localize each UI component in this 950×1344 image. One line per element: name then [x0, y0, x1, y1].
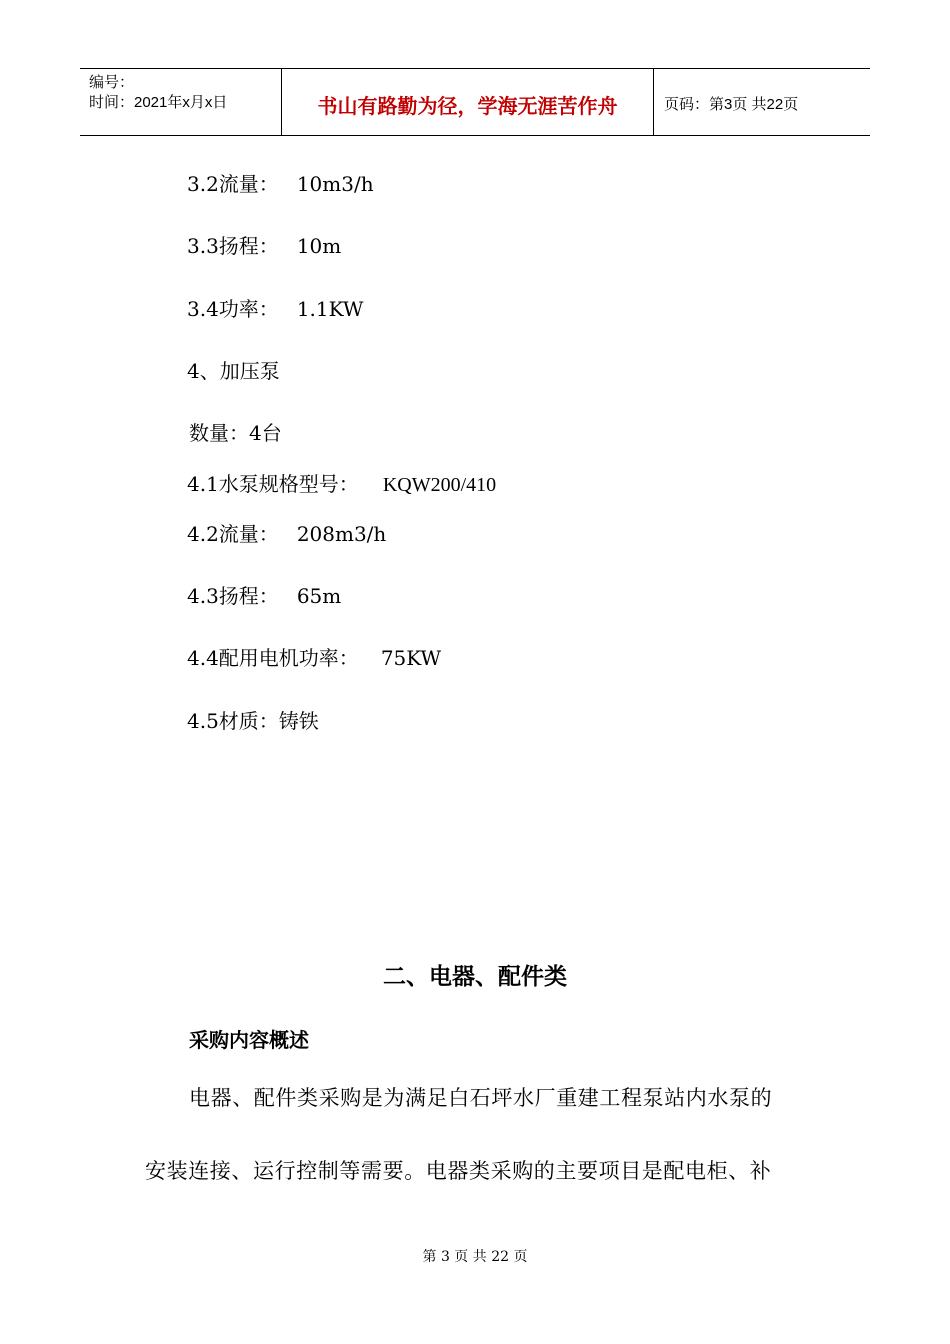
number-label: 编号： — [89, 74, 135, 91]
spec-value: 208m3/h — [296, 522, 387, 546]
spec-label: 3.4功率： — [187, 297, 279, 321]
time-label: 时间：2021年x月x日 — [89, 94, 228, 111]
spec-label: 4.3扬程： — [187, 584, 279, 608]
spec-label: 4、加压泵 — [187, 359, 280, 383]
spec-label: 3.2流量： — [187, 172, 279, 196]
document-header — [80, 68, 870, 136]
section-subtitle: 采购内容概述 — [189, 1028, 309, 1052]
spec-line-flow-4-2 — [187, 522, 386, 546]
header-meta — [80, 69, 282, 135]
spec-label: 4.1水泵规格型号： — [187, 472, 359, 496]
paragraph-line-2: 安装连接、运行控制等需要。电器类采购的主要项目是配电柜、补 — [145, 1159, 772, 1183]
spec-line-quantity — [189, 421, 282, 445]
spec-label: 4.4配用电机功率： — [187, 646, 359, 670]
spec-label: 数量：4台 — [189, 421, 282, 445]
spec-value: 65m — [296, 584, 342, 608]
spec-value: 10m3/h — [296, 172, 374, 196]
spec-label: 4.2流量： — [187, 522, 279, 546]
spec-line-material-4-5 — [187, 709, 319, 733]
spec-heading-booster-pump — [187, 359, 280, 383]
spec-line-motor-power-4-4 — [187, 646, 441, 670]
spec-value: 75KW — [380, 646, 442, 670]
header-page-info: 页码：第3页 共22页 — [664, 95, 799, 113]
spec-line-power-3-4 — [187, 297, 363, 321]
spec-value: 1.1KW — [296, 297, 364, 321]
spec-value: KQW200/410 — [382, 474, 497, 496]
section-title: 二、电器、配件类 — [383, 964, 567, 990]
paragraph-line-1: 电器、配件类采购是为满足白石坪水厂重建工程泵站内水泵的 — [189, 1086, 773, 1110]
spec-line-head-4-3 — [187, 584, 341, 608]
spec-line-model-4-1 — [187, 472, 496, 497]
spec-label: 3.3扬程： — [187, 234, 279, 258]
spec-line-flow-3-2 — [187, 172, 374, 196]
spec-value: 10m — [296, 234, 342, 258]
spec-label: 4.5材质：铸铁 — [187, 709, 319, 733]
header-motto: 书山有路勤为径，学海无涯苦作舟 — [282, 69, 654, 135]
spec-line-head-3-3 — [187, 234, 341, 258]
page-footer: 第 3 页 共 22 页 — [422, 1249, 528, 1265]
